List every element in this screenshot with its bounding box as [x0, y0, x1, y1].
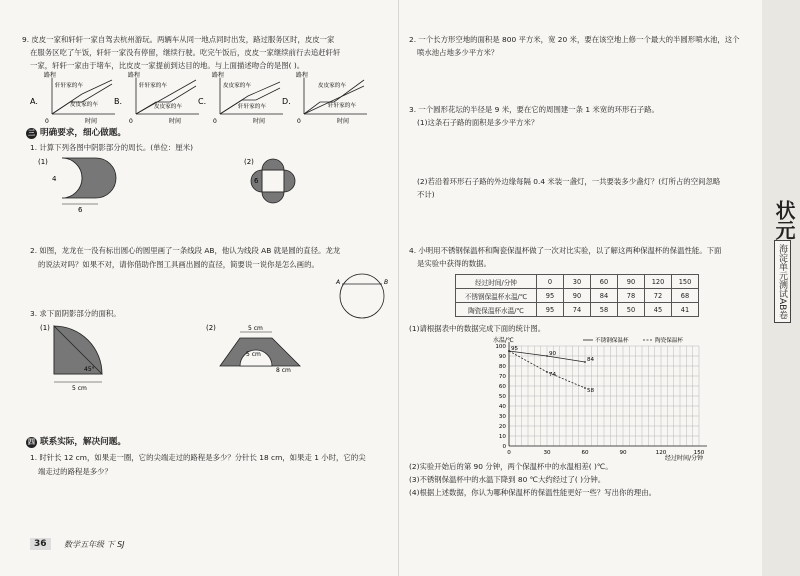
table-cell: 68: [672, 289, 699, 303]
svg-text:轩轩家的车: 轩轩家的车: [328, 103, 356, 109]
r-q3-line1: 3. 一个圆形花坛的半径是 9 米，要在它的周围建一条 1 米宽的环形石子路。: [409, 105, 659, 114]
table-cell: 72: [645, 289, 672, 303]
svg-text:皮皮家的车: 皮皮家的车: [70, 102, 98, 108]
chart-grid: [509, 346, 699, 446]
x-tick-label: 150: [693, 450, 705, 456]
r-q4-sub2: (2)实验开始后的第 90 分钟，两个保温杯中的水温相差( )℃。: [409, 462, 613, 471]
y-tick-label: 100: [495, 344, 506, 350]
svg-text:皮皮家的车: 皮皮家的车: [154, 104, 182, 110]
table-cell: 95: [537, 303, 564, 317]
svg-text:时间: 时间: [337, 118, 350, 125]
section-3-number: 三: [28, 129, 35, 137]
r-q3-sub2a: (2)若沿着环形石子路的外边缘每隔 0.4 米装一盏灯，一共要装多少盏灯？(灯所占的空间忽略: [417, 177, 721, 186]
svg-text:0: 0: [297, 118, 301, 125]
q4-line1: 1. 时针长 12 cm，如果走一圈，它的尖端走过的路程是多少？分针长 18 cm，如果走 1 小时，它的尖: [30, 453, 366, 462]
section-4-heading: [26, 435, 126, 448]
section-3-heading: [26, 126, 126, 139]
table-header-row: [456, 275, 699, 289]
svg-text:皮皮家的车: 皮皮家的车: [223, 83, 251, 89]
section-3-title: 明确要求，细心做题。: [40, 128, 126, 138]
series-point: [546, 355, 548, 357]
q3-text: 3. 求下面阴影部分的面积。: [30, 309, 121, 318]
x-tick-label: 120: [655, 450, 667, 456]
y-tick-label: 20: [498, 424, 506, 430]
data-label: 58: [587, 388, 595, 394]
svg-text:路程: 路程: [296, 72, 309, 79]
svg-text:(1): (1): [38, 158, 48, 166]
table-cell: 50: [618, 303, 645, 317]
svg-text:时间: 时间: [169, 118, 182, 125]
table-cell: 41: [672, 303, 699, 317]
table-cell: 45: [645, 303, 672, 317]
section-4-title: 联系实际，解决问题。: [40, 437, 126, 447]
x-tick-label: 30: [543, 450, 551, 456]
r-q4-sub3: (3)不锈钢保温杯中的水温下降到 80 ℃大约经过了( )分钟。: [409, 475, 606, 484]
series-point: [584, 361, 586, 363]
table-cell: 60: [591, 275, 618, 289]
y-tick-label: 90: [498, 354, 506, 360]
data-label: 90: [549, 351, 557, 357]
svg-text:B: B: [384, 279, 389, 286]
r-q3-sub1: (1)这条石子路的面积是多少平方米？: [417, 118, 539, 127]
svg-text:8 cm: 8 cm: [276, 367, 291, 374]
svg-text:6: 6: [78, 206, 83, 212]
chart-ticks: [495, 342, 707, 456]
temperature-line-chart: [479, 334, 779, 464]
table-cell: 58: [591, 303, 618, 317]
svg-text:5 cm: 5 cm: [248, 325, 263, 332]
x-tick-label: 60: [581, 450, 589, 456]
svg-text:皮皮家的车: 皮皮家的车: [318, 83, 346, 89]
q4-line2: 端走过的路程是多少？: [38, 467, 112, 476]
y-tick-label: 0: [502, 444, 506, 450]
series-point: [584, 387, 586, 389]
svg-text:5 cm: 5 cm: [246, 351, 261, 358]
q1-figure-1: [38, 158, 116, 212]
chart-x-label: 经过时间/分钟: [665, 455, 704, 462]
right-page: [398, 0, 763, 576]
r-q2-line1: 2. 一个长方形空地的面积是 800 平方米，宽 20 米，要在该空地上修一个最大的半圆形喷水池，这个: [409, 35, 740, 44]
brand-subtitle: 海淀单元测试AB卷: [774, 240, 791, 323]
r-q4-line1: 4. 小明用不锈钢保温杯和陶瓷保温杯做了一次对比实验，以了解这两种保温杯的保温性能。下面: [409, 246, 722, 255]
svg-text:A: A: [336, 279, 341, 286]
q1-figures: [0, 152, 398, 212]
r-q4-sub1: (1)请根据表中的数据完成下面的统计图。: [409, 324, 546, 333]
brand-logo: 状元: [772, 200, 796, 240]
table-cell: 90: [618, 275, 645, 289]
y-tick-label: 40: [498, 404, 506, 410]
svg-text:路程: 路程: [212, 72, 225, 79]
table-cell: 78: [618, 289, 645, 303]
table-cell: 150: [672, 275, 699, 289]
r-q2-line2: 喷水池占地多少平方米？: [417, 48, 499, 57]
q9-option-c[interactable]: [198, 71, 283, 125]
svg-text:时间: 时间: [85, 118, 98, 125]
chart-legend: [583, 336, 683, 344]
svg-text:6: 6: [254, 177, 259, 185]
svg-text:轩轩家的车: 轩轩家的车: [139, 83, 167, 89]
left-page: [0, 0, 398, 576]
q1-figure-2: [244, 158, 295, 203]
q9-line1: 9. 皮皮一家和轩轩一家自驾去杭州游玩。两辆车从同一地点同时出发，路过服务区时，皮皮一家: [22, 35, 335, 44]
table-row: [456, 303, 699, 317]
table-cell: 90: [564, 289, 591, 303]
data-label: 95: [511, 346, 519, 352]
y-tick-label: 70: [498, 374, 506, 380]
legend-ceramic: 陶瓷保温杯: [655, 338, 683, 344]
r-q3-sub2b: 不计): [417, 190, 435, 199]
y-tick-label: 10: [498, 434, 506, 440]
svg-text:D.: D.: [282, 97, 291, 106]
q3-figure-2: [206, 324, 300, 374]
data-label: 84: [587, 357, 595, 363]
svg-text:时间: 时间: [253, 118, 266, 125]
q3-figure-1: [40, 324, 102, 392]
chart-series: [508, 346, 594, 394]
table-cell: 120: [645, 275, 672, 289]
side-tab: [762, 0, 800, 576]
table-cell: 84: [591, 289, 618, 303]
q9-option-a[interactable]: [30, 71, 115, 125]
x-tick-label: 90: [619, 450, 627, 456]
y-tick-label: 80: [498, 364, 506, 370]
table-cell: 不锈钢保温杯水温/℃: [456, 289, 537, 303]
svg-text:45°: 45°: [84, 366, 95, 373]
table-row: [456, 289, 699, 303]
q9-options: [0, 70, 398, 130]
q2-line1: 2. 如图，龙龙在一没有标出圆心的圆里画了一条线段 AB，他认为线段 AB 就是圆的直径。龙龙: [30, 246, 341, 255]
page-number: 36: [30, 538, 51, 550]
svg-text:0: 0: [213, 118, 217, 125]
series-point: [508, 350, 510, 352]
svg-text:(2): (2): [206, 324, 216, 332]
svg-text:B.: B.: [114, 97, 123, 106]
table-cell: 74: [564, 303, 591, 317]
series-point: [546, 371, 548, 373]
chart-y-label: 水温/℃: [493, 337, 514, 344]
r-q4-line2: 是实验中获得的数据。: [417, 259, 491, 268]
table-cell: 经过时间/分钟: [456, 275, 537, 289]
q1-text: 1. 计算下列各图中阴影部分的周长。(单位：厘米): [30, 143, 193, 152]
table-cell: 陶瓷保温杯水温/℃: [456, 303, 537, 317]
q9-line2: 在服务区吃了午饭，轩轩一家没有停留，继续行驶。吃完午饭后，皮皮一家继续前行去追赶轩轩: [30, 48, 341, 57]
svg-text:A.: A.: [30, 97, 38, 106]
svg-text:路程: 路程: [128, 72, 141, 79]
y-tick-label: 60: [498, 384, 506, 390]
table-cell: 30: [564, 275, 591, 289]
svg-text:0: 0: [45, 118, 49, 125]
q3-figures: [0, 318, 398, 393]
table-cell: 95: [537, 289, 564, 303]
svg-text:4: 4: [52, 175, 57, 183]
y-tick-label: 50: [498, 394, 506, 400]
r-q4-sub4: (4)根据上述数据，你认为哪种保温杯的保温性能更好一些？写出你的理由。: [409, 488, 656, 497]
q9-line3: 一家，轩轩一家由于堵车，比皮皮一家提前到达目的地。与上面描述吻合的是图( )。: [30, 61, 305, 70]
svg-text:5 cm: 5 cm: [72, 385, 87, 392]
svg-text:轩轩家的车: 轩轩家的车: [238, 104, 266, 110]
q2-line2: 的说法对吗？如果不对，请你借助作图工具画出圆的直径，简要说一说你是怎么画的。: [38, 260, 319, 269]
svg-text:(1): (1): [40, 324, 50, 332]
svg-text:C.: C.: [198, 97, 207, 106]
data-table: [455, 274, 699, 317]
svg-text:(2): (2): [244, 158, 254, 166]
svg-text:轩轩家的车: 轩轩家的车: [55, 83, 83, 89]
y-tick-label: 30: [498, 414, 506, 420]
svg-text:路程: 路程: [44, 72, 57, 79]
data-label: 74: [549, 372, 557, 378]
page-footer: 数学五年级 下 SJ: [64, 540, 125, 549]
section-4-number: 四: [28, 438, 35, 446]
x-tick-label: 0: [507, 450, 511, 456]
legend-stainless: 不锈钢保温杯: [595, 338, 629, 344]
q9-option-b[interactable]: [114, 71, 199, 125]
table-cell: 0: [537, 275, 564, 289]
svg-text:0: 0: [129, 118, 133, 125]
q9-option-d[interactable]: [282, 71, 367, 125]
